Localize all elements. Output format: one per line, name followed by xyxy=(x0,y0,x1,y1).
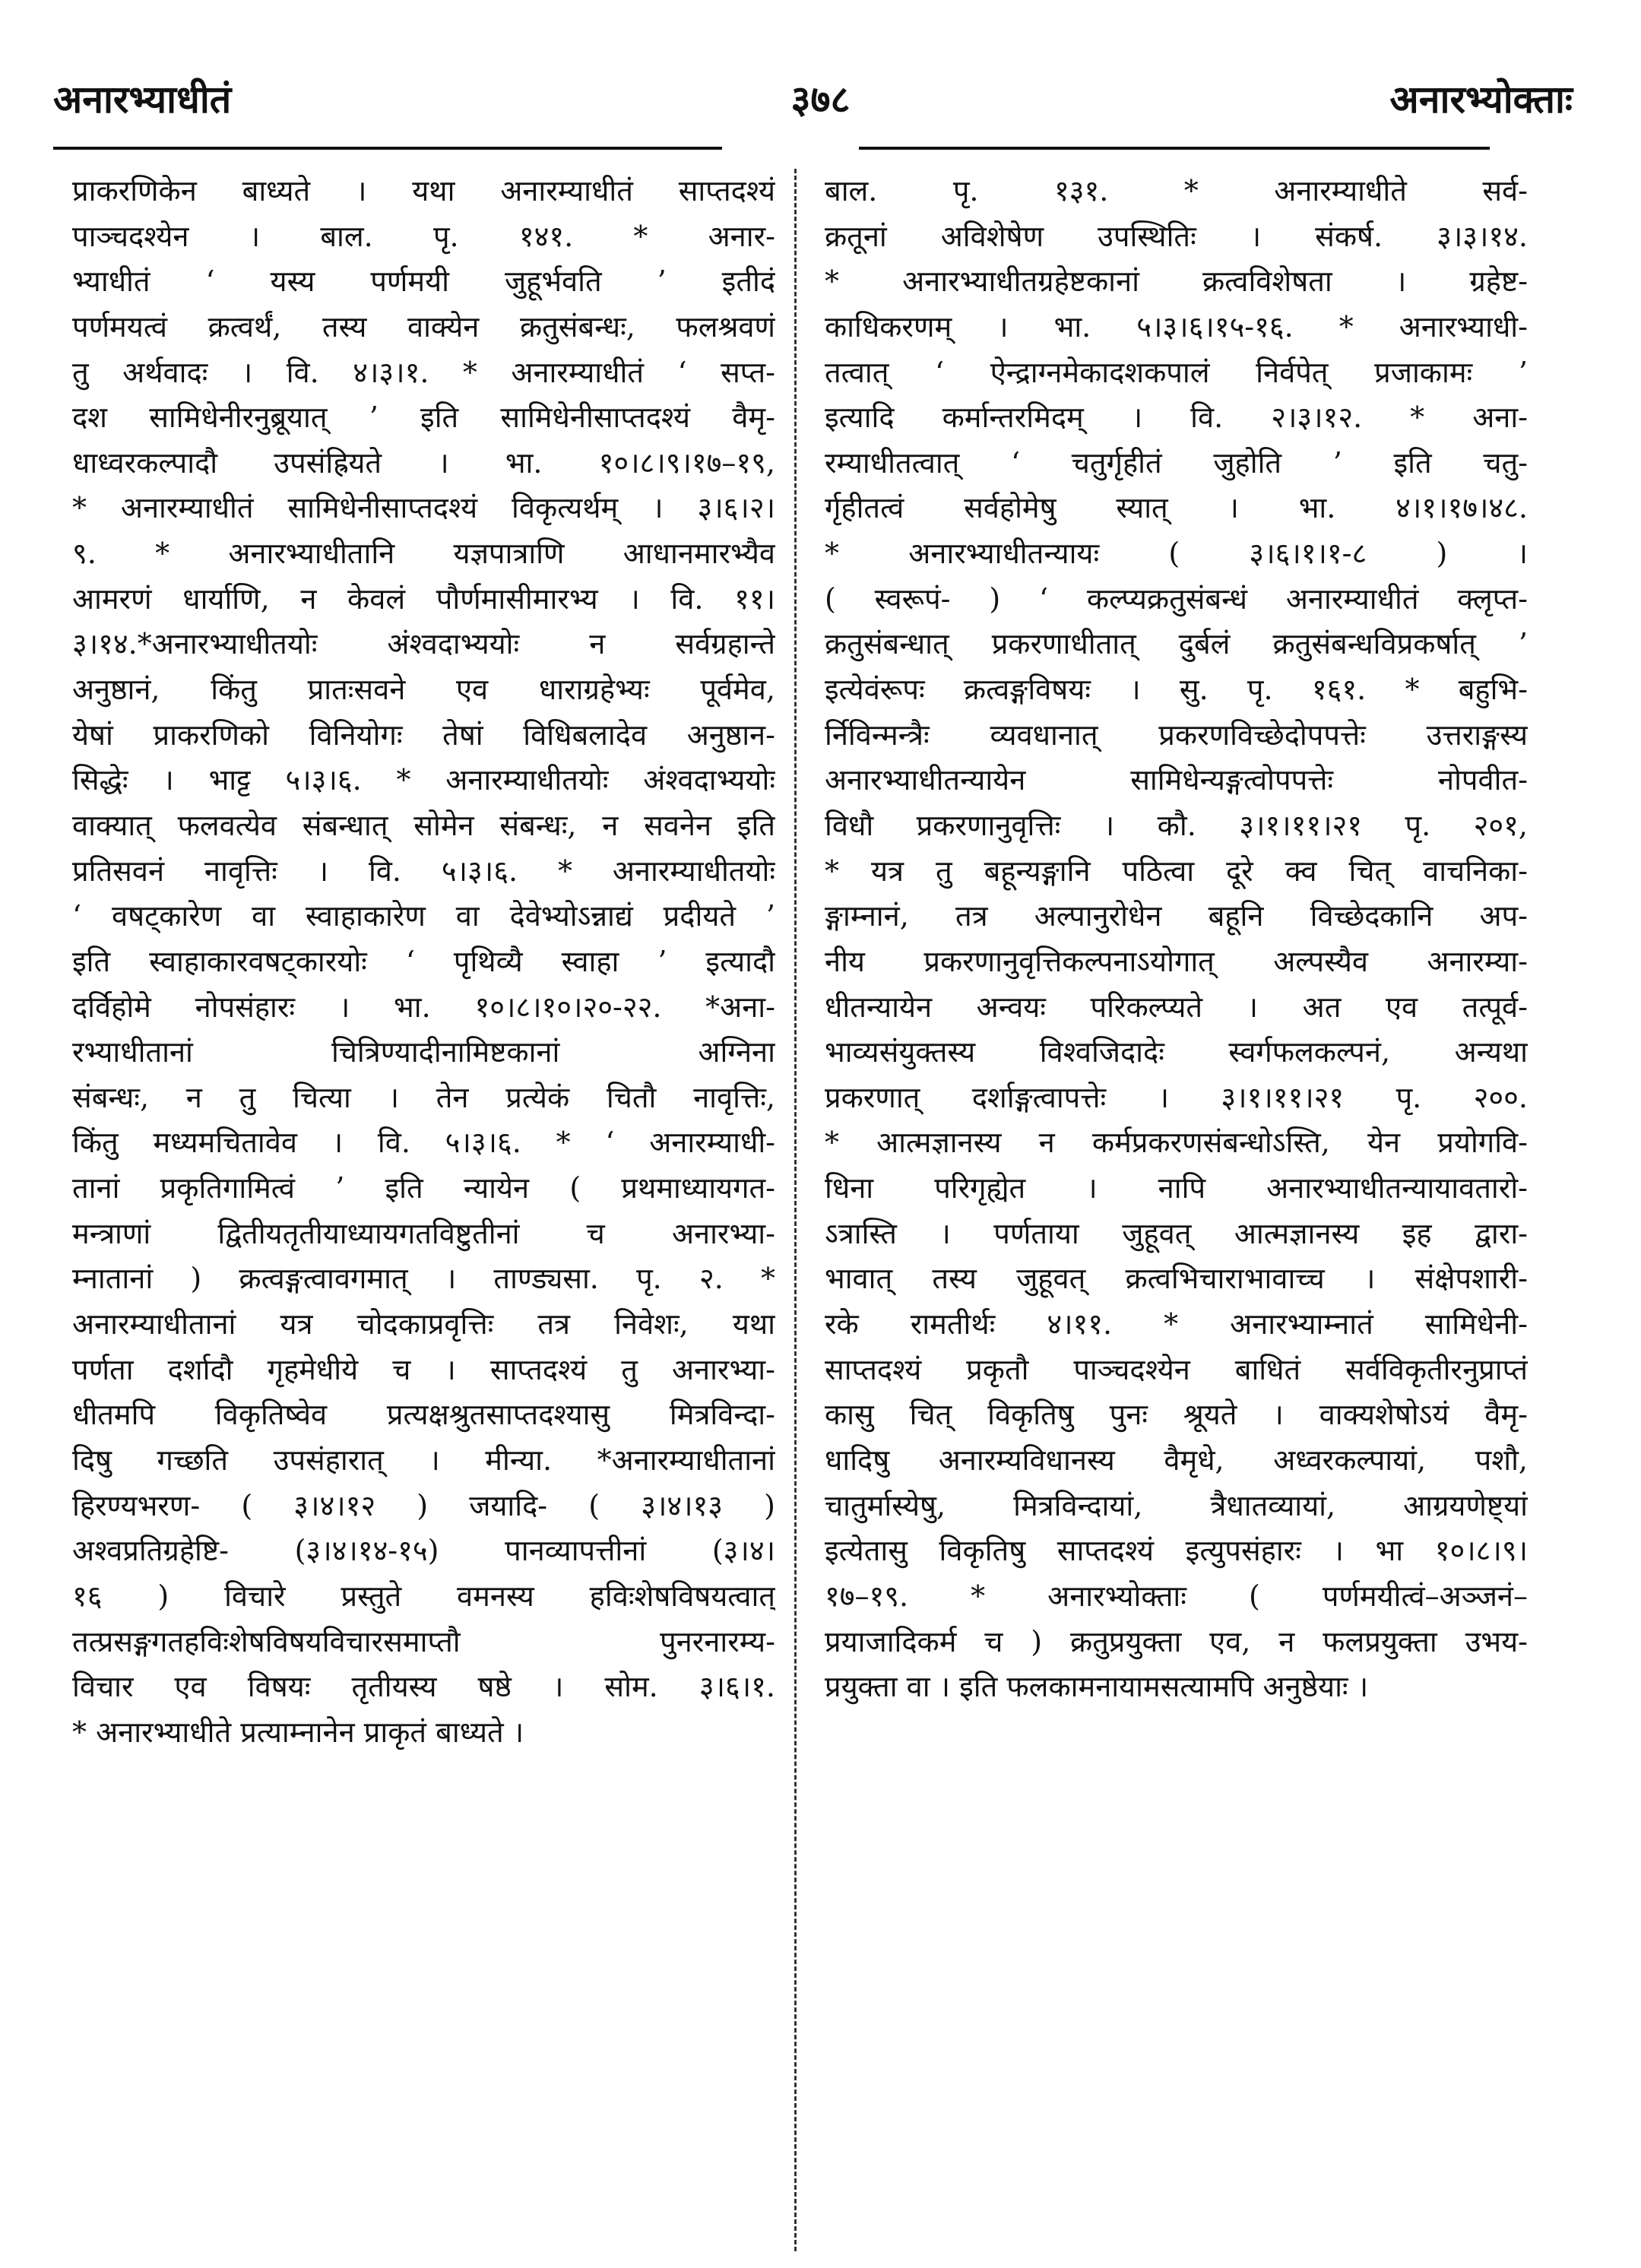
text-line: हिरण्यभरण- ( ३।४।१२ ) जयादि- ( ३।४।१३ ) xyxy=(72,1488,775,1522)
text-line: रम्याधीतत्वात् ‘ चतुर्गृहीतं जुहोति ’ इति चतु- xyxy=(825,445,1528,480)
text-line: प्रतिसवनं नावृत्तिः । वि. ५।३।६. * अनारम्याधीतयोः xyxy=(72,854,775,888)
text-line: दश सामिधेनीरनुब्रूयात् ’ इति सामिधेनीसाप्तदश्यं वैमृ- xyxy=(72,401,775,435)
text-line: इत्यादि कर्मान्तरमिदम् । वि. २।३।१२. * अना- xyxy=(825,401,1528,435)
text-line: भाव्यसंयुक्तस्य विश्वजिदादेः स्वर्गफलकल्पनं, अन्यथा xyxy=(825,1035,1528,1069)
text-line: चातुर्मास्येषु, मित्रविन्दायां, त्रैधातव्यायां, आग्रयणेष्ट्यां xyxy=(825,1488,1528,1522)
text-line: रके रामतीर्थः ४।११. * अनारभ्याम्नातं सामिधेनी- xyxy=(825,1307,1528,1341)
text-line: अनारम्याधीतानां यत्र चोदकाप्रवृत्तिः तत्र निवेशः, यथा xyxy=(72,1307,775,1341)
header-rule-left xyxy=(53,147,722,150)
right-text-column xyxy=(825,169,1528,1710)
text-line: र्निविन्मन्त्रैः व्यवधानात् प्रकरणविच्छेदोपपत्तेः उत्तराङ्गस्य xyxy=(825,717,1528,752)
text-line: धिना परिगृह्येत । नापि अनारभ्याधीतन्यायावतारो- xyxy=(825,1171,1528,1205)
text-line: पर्णता दर्शादौ गृहमेधीये च । साप्तदश्यं तु अनारभ्या- xyxy=(72,1352,775,1386)
text-line: ङ्गाम्नानं, तत्र अल्पानुरोधेन बहूनि विच्छेदकानि अप- xyxy=(825,899,1528,933)
text-line: आमरणं धार्याणि, न केवलं पौर्णमासीमारभ्य । वि. ११। xyxy=(72,581,775,616)
text-line: भ्याधीतं ‘ यस्य पर्णमयी जुहूर्भवति ’ इतीदं xyxy=(72,264,775,299)
text-line: तत्प्रसङ्गगतहविःशेषविषयविचारसमाप्तौ पुनरनारम्य- xyxy=(72,1624,775,1658)
text-line: * आत्मज्ञानस्य न कर्मप्रकरणसंबन्धोऽस्ति, येन प्रयोगवि- xyxy=(825,1126,1528,1160)
text-line: धीतन्यायेन अन्वयः परिकल्प्यते । अत एव तत्पूर्व- xyxy=(825,990,1528,1024)
text-line: रभ्याधीतानां चित्रिण्यादीनामिष्टकानां अग्निना xyxy=(72,1035,775,1069)
text-line: अनारभ्याधीतन्यायेन सामिधेन्यङ्गत्वोपपत्तेः नोपवीत- xyxy=(825,763,1528,797)
text-line: * यत्र तु बहून्यङ्गानि पठित्वा दूरे क्व चित् वाचनिका- xyxy=(825,854,1528,888)
text-line: पाञ्चदश्येन । बाल. पृ. १४१. * अनार- xyxy=(72,219,775,253)
text-line: धादिषु अनारम्यविधानस्य वैमृधे, अध्वरकल्पायां, पशौ, xyxy=(825,1443,1528,1477)
left-text-column xyxy=(72,169,775,1755)
text-line: काधिकरणम् । भा. ५।३।६।१५-१६. * अनारभ्याधी- xyxy=(825,309,1528,344)
text-line: * अनारभ्याधीतग्रहेष्टकानां क्रत्वविशेषता । ग्रहेष्ट- xyxy=(825,264,1528,299)
text-line: ( स्वरूपं- ) ‘ कल्प्यक्रतुसंबन्धं अनारम्याधीतं क्लृप्त- xyxy=(825,581,1528,616)
text-line: तत्वात् ‘ ऐन्द्राग्नमेकादशकपालं निर्वपेत् प्रजाकामः ’ xyxy=(825,355,1528,389)
text-line: भावात् तस्य जुहूवत् क्रत्वभिचाराभावाच्च । संक्षेपशारी- xyxy=(825,1262,1528,1296)
text-line: इति स्वाहाकारवषट्कारयोः ‘ पृथिव्यै स्वाहा ’ इत्यादौ xyxy=(72,944,775,978)
text-line: अनुष्ठानं, किंतु प्रातःसवने एव धाराग्रहेभ्यः पूर्वमेव, xyxy=(72,673,775,707)
text-line: * अनारभ्याधीते प्रत्याम्नानेन प्राकृतं बाध्यते । xyxy=(72,1715,524,1749)
text-line: किंतु मध्यमचितावेव । वि. ५।३।६. * ‘ अनारम्याधी- xyxy=(72,1126,775,1160)
text-line: दर्विहोमे नोपसंहारः । भा. १०।८।१०।२०-२२. *अना- xyxy=(72,990,775,1024)
text-line: इत्येवंरूपः क्रत्वङ्गविषयः । सु. पृ. १६१. * बहुभि- xyxy=(825,673,1528,707)
header-rule-right xyxy=(859,147,1490,150)
text-line: धीतमपि विकृतिष्वेव प्रत्यक्षश्रुतसाप्तदश्यासु मित्रविन्दा- xyxy=(72,1398,775,1432)
text-line: नीय प्रकरणानुवृत्तिकल्पनाऽयोगात् अल्पस्यैव अनारम्या- xyxy=(825,944,1528,978)
text-line: तु अर्थवादः । वि. ४।३।१. * अनारम्याधीतं ‘ सप्त- xyxy=(72,355,775,389)
text-line: मन्त्राणां द्वितीयतृतीयाध्यायगतविष्टुतीनां च अनारभ्या- xyxy=(72,1216,775,1250)
right-running-headword: अनारभ्योक्ताः xyxy=(1389,77,1573,122)
text-line: प्राकरणिकेन बाध्यते । यथा अनारम्याधीतं साप्तदश्यं xyxy=(72,174,775,207)
text-line: विधौ प्रकरणानुवृत्तिः । कौ. ३।१।११।२१ पृ. २०१, xyxy=(825,808,1528,842)
text-line: म्नातानां ) क्रत्वङ्गत्वावगमात् । ताण्ड्यसा. पृ. २. * xyxy=(72,1262,775,1296)
text-line: बाल. पृ. १३१. * अनारम्याधीते सर्व- xyxy=(825,174,1528,207)
text-line: वाक्यात् फलवत्येव संबन्धात् सोमेन संबन्धः, न सवनेन इति xyxy=(72,808,775,842)
text-line: ऽत्रास्ति । पर्णताया जुहूवत् आत्मज्ञानस्य इह द्वारा- xyxy=(825,1216,1528,1250)
text-line: साप्तदश्यं प्रकृतौ पाञ्चदश्येन बाधितं सर्वविकृतीरनुप्राप्तं xyxy=(825,1352,1528,1386)
text-line: दिषु गच्छति उपसंहारात् । मीन्या. *अनारम्याधीतानां xyxy=(72,1443,775,1477)
text-line: प्रयाजादिकर्म च ) क्रतुप्रयुक्ता एव, न फलप्रयुक्ता उभय- xyxy=(825,1624,1528,1658)
text-line: ९. * अनारभ्याधीतानि यज्ञपात्राणि आधानमारभ्यैव xyxy=(72,537,775,571)
text-line: * अनारम्याधीतं सामिधेनीसाप्तदश्यं विकृत्यर्थम् । ३।६।२। xyxy=(72,491,775,525)
text-line: * अनारभ्याधीतन्यायः ( ३।६।१।१-८ ) । xyxy=(825,537,1528,571)
column-divider xyxy=(794,169,797,2251)
text-line: प्रकरणात् दर्शाङ्गत्वापत्तेः । ३।१।११।२१ पृ. २००. xyxy=(825,1080,1528,1114)
text-line: १६ ) विचारे प्रस्तुते वमनस्य हविःशेषविषयत्वात् xyxy=(72,1579,775,1613)
text-line: धाध्वरकल्पादौ उपसंह्रियते । भा. १०।८।९।१७–१९, xyxy=(72,445,775,480)
text-line: इत्येतासु विकृतिषु साप्तदश्यं इत्युपसंहारः । भा १०।८।९। xyxy=(825,1534,1528,1568)
page-number: ३७८ xyxy=(790,77,851,122)
text-line: क्रतूनां अविशेषेण उपस्थितिः । संकर्ष. ३।३।१४. xyxy=(825,219,1528,253)
text-line: प्रयुक्ता वा । इति फलकामनायामसत्यामपि अनुष्ठेयाः । xyxy=(825,1670,1369,1704)
text-line: कासु चित् विकृतिषु पुनः श्रूयते । वाक्यशेषोऽयं वैमृ- xyxy=(825,1398,1528,1432)
page-header xyxy=(0,0,1641,152)
left-running-headword: अनारभ्याधीतं xyxy=(53,77,232,122)
text-line: संबन्धः, न तु चित्या । तेन प्रत्येकं चितौ नावृत्तिः, xyxy=(72,1080,775,1114)
text-line: तानां प्रकृतिगामित्वं ’ इति न्यायेन ( प्रथमाध्यायगत- xyxy=(72,1171,775,1205)
text-line: सिद्धेः । भाट्ट ५।३।६. * अनारम्याधीतयोः अंश्वदाभ्ययोः xyxy=(72,763,775,797)
text-line: अश्वप्रतिग्रहेष्टि- (३।४।१४-१५) पानव्यापत्तीनां (३।४। xyxy=(72,1534,775,1568)
text-line: येषां प्राकरणिको विनियोगः तेषां विधिबलादेव अनुष्ठान- xyxy=(72,717,775,752)
text-line: ‘ वषट्कारेण वा स्वाहाकारेण वा देवेभ्योऽन्नाद्यं प्रदीयते ’ xyxy=(72,899,775,933)
text-line: पर्णमयत्वं क्रत्वर्थं, तस्य वाक्येन क्रतुसंबन्धः, फलश्रवणं xyxy=(72,309,775,344)
text-line: १७–१९. * अनारभ्योक्ताः ( पर्णमयीत्वं–अञ्जनं– xyxy=(825,1579,1528,1613)
text-line: क्रतुसंबन्धात् प्रकरणाधीतात् दुर्बलं क्रतुसंबन्धविप्रकर्षात् ’ xyxy=(825,627,1528,661)
text-line: र्गृहीतत्वं सर्वहोमेषु स्यात् । भा. ४।१।१७।४८. xyxy=(825,491,1528,525)
text-line: ३।१४.*अनारभ्याधीतयोः अंश्वदाभ्ययोः न सर्वग्रहान्ते xyxy=(72,627,775,661)
text-line: विचार एव विषयः तृतीयस्य षष्ठे । सोम. ३।६।१. xyxy=(72,1670,775,1704)
